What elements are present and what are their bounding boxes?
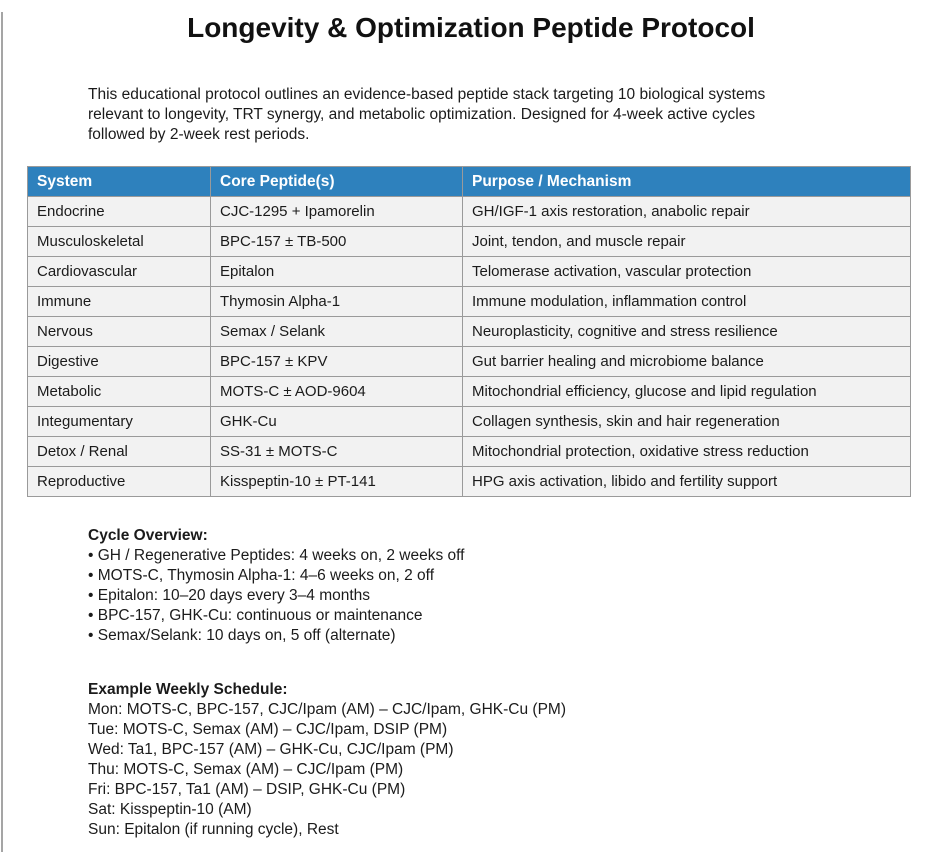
system-cell: Detox / Renal (28, 437, 211, 467)
purpose-cell: Mitochondrial protection, oxidative stress reduction (463, 437, 911, 467)
system-cell: Integumentary (28, 407, 211, 437)
purpose-cell: Immune modulation, inflammation control (463, 287, 911, 317)
peptide-cell: MOTS-C ± AOD-9604 (211, 377, 463, 407)
cycle-overview-item: • BPC-157, GHK-Cu: continuous or maintenance (88, 607, 423, 624)
schedule-item-fri: Fri: BPC-157, Ta1 (AM) – DSIP, GHK-Cu (PM) (88, 781, 406, 798)
page-edge-line (1, 12, 3, 852)
purpose-cell: Mitochondrial efficiency, glucose and lipid regulation (463, 377, 911, 407)
peptide-cell: Semax / Selank (211, 317, 463, 347)
column-header-purpose-mechanism: Purpose / Mechanism (463, 167, 911, 197)
system-cell: Metabolic (28, 377, 211, 407)
column-header-system: System (28, 167, 211, 197)
cycle-overview-section (88, 526, 464, 646)
cycle-overview-item: • MOTS-C, Thymosin Alpha-1: 4–6 weeks on, 2 off (88, 567, 435, 584)
table-row (28, 227, 911, 257)
weekly-schedule-section (88, 680, 566, 840)
peptide-cell: CJC-1295 + Ipamorelin (211, 197, 463, 227)
purpose-cell: GH/IGF-1 axis restoration, anabolic repair (463, 197, 911, 227)
column-header-core-peptides: Core Peptide(s) (211, 167, 463, 197)
purpose-cell: Joint, tendon, and muscle repair (463, 227, 911, 257)
system-cell: Musculoskeletal (28, 227, 211, 257)
table-row (28, 407, 911, 437)
system-cell: Immune (28, 287, 211, 317)
system-cell: Digestive (28, 347, 211, 377)
schedule-item-tue: Tue: MOTS-C, Semax (AM) – CJC/Ipam, DSIP (PM) (88, 721, 448, 738)
purpose-cell: Telomerase activation, vascular protection (463, 257, 911, 287)
cycle-overview-item: • Semax/Selank: 10 days on, 5 off (alternate) (88, 627, 396, 644)
purpose-cell: Collagen synthesis, skin and hair regeneration (463, 407, 911, 437)
cycle-overview-item: • GH / Regenerative Peptides: 4 weeks on, 2 weeks off (88, 547, 465, 564)
purpose-cell: Gut barrier healing and microbiome balance (463, 347, 911, 377)
peptide-cell: GHK-Cu (211, 407, 463, 437)
table-row (28, 287, 911, 317)
intro-paragraph (88, 85, 888, 145)
intro-line: relevant to longevity, TRT synergy, and metabolic optimization. Designed for 4-week active cycles (88, 106, 756, 123)
purpose-cell: HPG axis activation, libido and fertility support (463, 467, 911, 497)
schedule-item-mon: Mon: MOTS-C, BPC-157, CJC/Ipam (AM) – CJC/Ipam, GHK-Cu (PM) (88, 701, 566, 718)
system-cell: Cardiovascular (28, 257, 211, 287)
peptide-cell: Thymosin Alpha-1 (211, 287, 463, 317)
cycle-overview-heading: Cycle Overview: (88, 527, 208, 544)
schedule-item-wed: Wed: Ta1, BPC-157 (AM) – GHK-Cu, CJC/Ipam (PM) (88, 741, 454, 758)
system-cell: Nervous (28, 317, 211, 347)
table-row (28, 317, 911, 347)
table-row (28, 197, 911, 227)
cycle-overview-item: • Epitalon: 10–20 days every 3–4 months (88, 587, 371, 604)
page-title: Longevity & Optimization Peptide Protocol (187, 12, 755, 43)
peptide-cell: Epitalon (211, 257, 463, 287)
table-row (28, 257, 911, 287)
schedule-item-sat: Sat: Kisspeptin-10 (AM) (88, 801, 252, 818)
protocol-table (27, 166, 911, 497)
peptide-cell: BPC-157 ± KPV (211, 347, 463, 377)
system-cell: Endocrine (28, 197, 211, 227)
schedule-item-sun: Sun: Epitalon (if running cycle), Rest (88, 821, 339, 838)
system-cell: Reproductive (28, 467, 211, 497)
table-row (28, 467, 911, 497)
weekly-schedule-heading: Example Weekly Schedule: (88, 681, 288, 698)
peptide-cell: SS-31 ± MOTS-C (211, 437, 463, 467)
intro-line: This educational protocol outlines an evidence-based peptide stack targeting 10 biological systems (88, 86, 766, 103)
peptide-cell: Kisspeptin-10 ± PT-141 (211, 467, 463, 497)
table-row (28, 347, 911, 377)
table-row (28, 437, 911, 467)
purpose-cell: Neuroplasticity, cognitive and stress resilience (463, 317, 911, 347)
intro-line: followed by 2-week rest periods. (88, 126, 310, 143)
table-row (28, 377, 911, 407)
peptide-cell: BPC-157 ± TB-500 (211, 227, 463, 257)
schedule-item-thu: Thu: MOTS-C, Semax (AM) – CJC/Ipam (PM) (88, 761, 404, 778)
table-header-row (28, 167, 911, 197)
